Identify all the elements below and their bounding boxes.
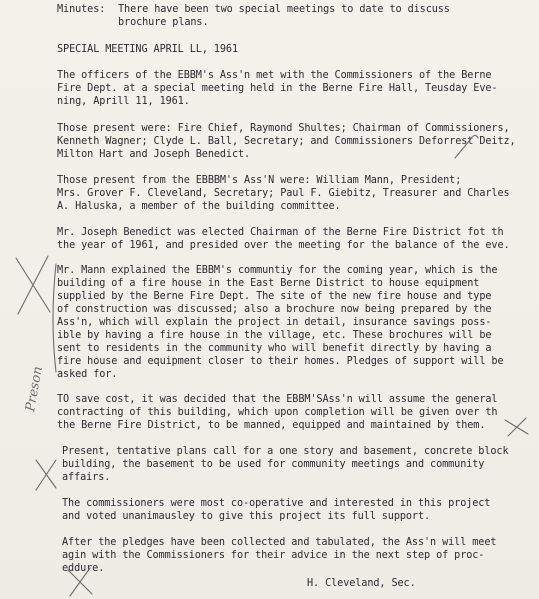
paragraph-line: A. Haluska, a member of the building committee. xyxy=(57,201,341,212)
paragraph-line: Mrs. Grover F. Cleveland, Secretary; Paul F. Giebitz, Treasurer and Charles xyxy=(57,188,510,199)
paragraph-line: of construction was discussed; also a brochure now being prepared by the xyxy=(57,304,492,315)
paragraph-line: building of a fire house in the East Berne District to house equipment xyxy=(57,278,480,289)
paragraph-line: The officers of the EBBM's Ass'n met with the Commissioners of the Berne xyxy=(57,70,492,81)
paragraph-line: Present, tentative plans call for a one story and basement, concrete block xyxy=(62,446,509,457)
paragraph-line: ning, Aprill 11, 1961. xyxy=(57,96,190,107)
paragraph-line: the year of 1961, and presided over the meeting for the balance of the eve. xyxy=(57,240,510,251)
paragraph-line: supplied by the Berne Fire Dept. The site of the new fire house and type xyxy=(57,291,492,302)
paragraph-line: Ass'n, which will explain the project in detail, insurance savings poss- xyxy=(57,317,492,328)
paragraph-line: affairs. xyxy=(62,472,111,483)
paragraph-line: agin with the Commissioners for their advice in the next step of proc- xyxy=(62,550,485,561)
paragraph-line: asked for. xyxy=(57,369,118,380)
x-mark xyxy=(505,418,528,436)
bracket-mark xyxy=(53,264,56,372)
check-mark xyxy=(455,135,478,158)
paragraph-line: TO save cost, it was decided that the EBBM'SAss'n will assume the general xyxy=(57,394,498,405)
paragraph-line: and voted unanimausley to give this project its full support. xyxy=(62,511,431,522)
paragraph-line: ible by having a fire house in the village, etc. These brochures will be xyxy=(57,330,492,341)
paragraph-line: Kenneth Wagner; Clyde L. Ball, Secretary; and Commissioners Deforrest Deitz, xyxy=(57,136,516,147)
margin-handwriting: Preson xyxy=(23,365,46,413)
signature: H. Cleveland, Sec. xyxy=(307,578,416,589)
paragraph-line: the Berne Fire District, to be manned, equipped and maintained by them. xyxy=(57,420,486,431)
paragraph-line: contracting of this building, which upon completion will be given over th xyxy=(57,407,498,418)
paragraph-line: Those present from the EBBBM's Ass'N were: William Mann, President; xyxy=(57,175,462,186)
paragraph-line: Fire Dept. at a special meeting held in the Berne Fire Hall, Teusday Eve- xyxy=(57,83,498,94)
meeting-heading: SPECIAL MEETING APRIL LL, 1961 xyxy=(57,44,239,55)
minutes-label: Minutes: xyxy=(57,4,106,15)
minutes-text-line: brochure plans. xyxy=(118,17,209,28)
paragraph-line: The commissioners were most co-operative and interested in this project xyxy=(62,498,491,509)
paragraph-line: fire house and equipment closer to their homes. Pledges of support will be xyxy=(57,356,504,367)
paragraph-line: eddure. xyxy=(62,563,105,574)
paragraph-line: Milton Hart and Joseph Benedict. xyxy=(57,149,251,160)
paragraph-line: Mr. Mann explained the EBBM's communtiy for the coming year, which is the xyxy=(57,265,498,276)
paragraph-line: Those present were: Fire Chief, Raymond Shultes; Chairman of Commissioners, xyxy=(57,123,510,134)
paragraph-line: Mr. Joseph Benedict was elected Chairman of the Berne Fire District fot th xyxy=(57,227,504,238)
x-mark xyxy=(16,256,50,314)
paragraph-line: sent to residents in the community who will benefit directly by having a xyxy=(57,343,492,354)
paragraph-line: building, the basement to be used for community meetings and community xyxy=(62,459,485,470)
minutes-text-line: There have been two special meetings to date to discuss xyxy=(118,4,450,15)
x-mark xyxy=(68,568,92,596)
x-mark xyxy=(36,460,56,490)
paragraph-line: After the pledges have been collected and tabulated, the Ass'n will meet xyxy=(62,537,497,548)
